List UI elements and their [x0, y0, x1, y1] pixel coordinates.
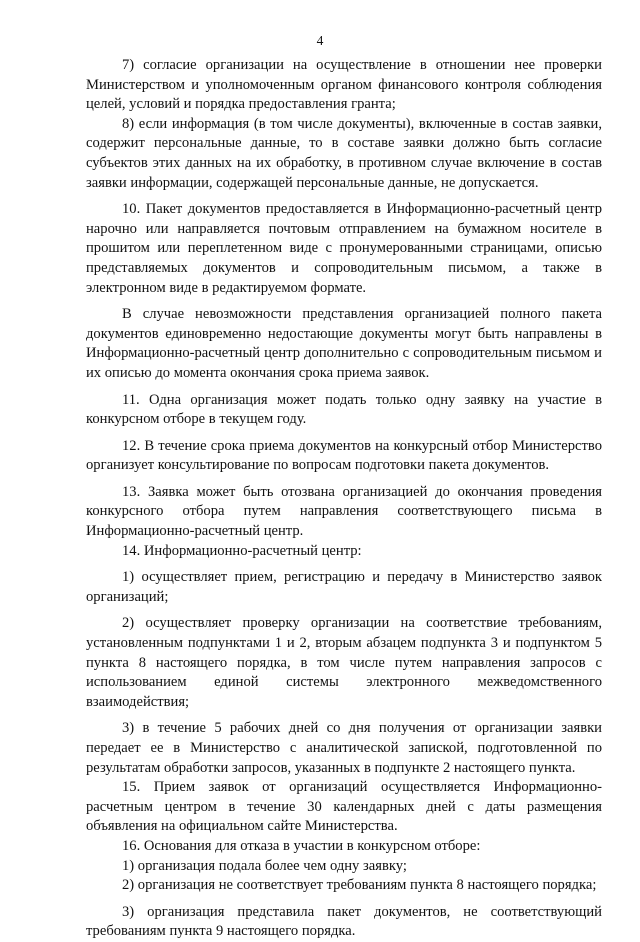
paragraph-16-1-more-than-one: 1) организация подала более чем одну заявку;	[122, 857, 407, 874]
paragraph-14-info-center: 14. Информационно-расчетный центр:	[122, 542, 362, 559]
paragraph-16-refusal-grounds: 16. Основания для отказа в участии в конкурсном отборе:	[122, 837, 481, 854]
paragraph-10-document-package: 10. Пакет документов предоставляется в Информационно-расчетный центр нарочно или направляется почтовым отправлением на бумажном носителе в прошитом или переплетенном виде с пронумерованными страницами, описью представляемых документов и сопроводительным письмом, а также в электронном виде в редактируемом формате.	[86, 201, 602, 296]
document-body	[86, 56, 602, 942]
paragraph-14-2-verification: 2) осуществляет проверку организации на соответствие требованиям, установленным подпунктами 1 и 2, вторым абзацем подпункта 3 и подпунктом 5 пункта 8 настоящего порядка, в том числе путем направления запросов с использованием единой системы электронного межведомственного взаимодействия;	[86, 615, 602, 710]
paragraph-8-personal-data: 8) если информация (в том числе документы), включенные в состав заявки, содержит персональные данные, то в составе заявки должно быть согласие субъектов этих данных на их обработку, в противном случае включение в состав заявки информации, содержащей персональные данные, не допускается.	[86, 115, 602, 191]
paragraph-16-2-not-compliant: 2) организация не соответствует требованиям пункта 8 настоящего порядка;	[122, 877, 597, 894]
page-number: 4	[316, 33, 324, 48]
paragraph-14-3-transfer: 3) в течение 5 рабочих дней со дня получения от организации заявки передает ее в Министерство с аналитической запиской, подготовленной по результатам обработки запросов, указанных в подпункте 2 настоящего пункта.	[86, 720, 602, 776]
paragraph-16-3-package-noncompliant: 3) организация представила пакет документов, не соответствующий требованиям пункта 9 настоящего порядка.	[86, 903, 602, 940]
paragraph-15-acceptance-period: 15. Прием заявок от организаций осуществляется Информационно-расчетным центром в течение 30 календарных дней с даты размещения объявления на официальном сайте Министерства.	[86, 779, 602, 835]
paragraph-13-withdrawal: 13. Заявка может быть отозвана организацией до окончания проведения конкурсного отбора путем направления соответствующего письма в Информационно-расчетный центр.	[86, 483, 602, 540]
paragraph-14-1-reception: 1) осуществляет прием, регистрацию и передачу в Министерство заявок организаций;	[86, 569, 602, 605]
paragraph-7-consent-inspection: 7) согласие организации на осуществление в отношении нее проверки Министерством и уполномоченным органом финансового контроля соблюдения целей, условий и порядка предоставления гранта;	[86, 57, 602, 113]
paragraph-12-consulting: 12. В течение срока приема документов на конкурсный отбор Министерство организует консультирование по вопросам подготовки пакета документов.	[86, 437, 602, 474]
paragraph-11-one-application: 11. Одна организация может подать только одну заявку на участие в конкурсном отборе в текущем году.	[86, 391, 602, 428]
paragraph-missing-documents: В случае невозможности представления организацией полного пакета документов единовременно недостающие документы могут быть направлены в Информационно-расчетный центр дополнительно с сопроводительным письмом и их описью до момента окончания срока приема заявок.	[86, 306, 602, 381]
